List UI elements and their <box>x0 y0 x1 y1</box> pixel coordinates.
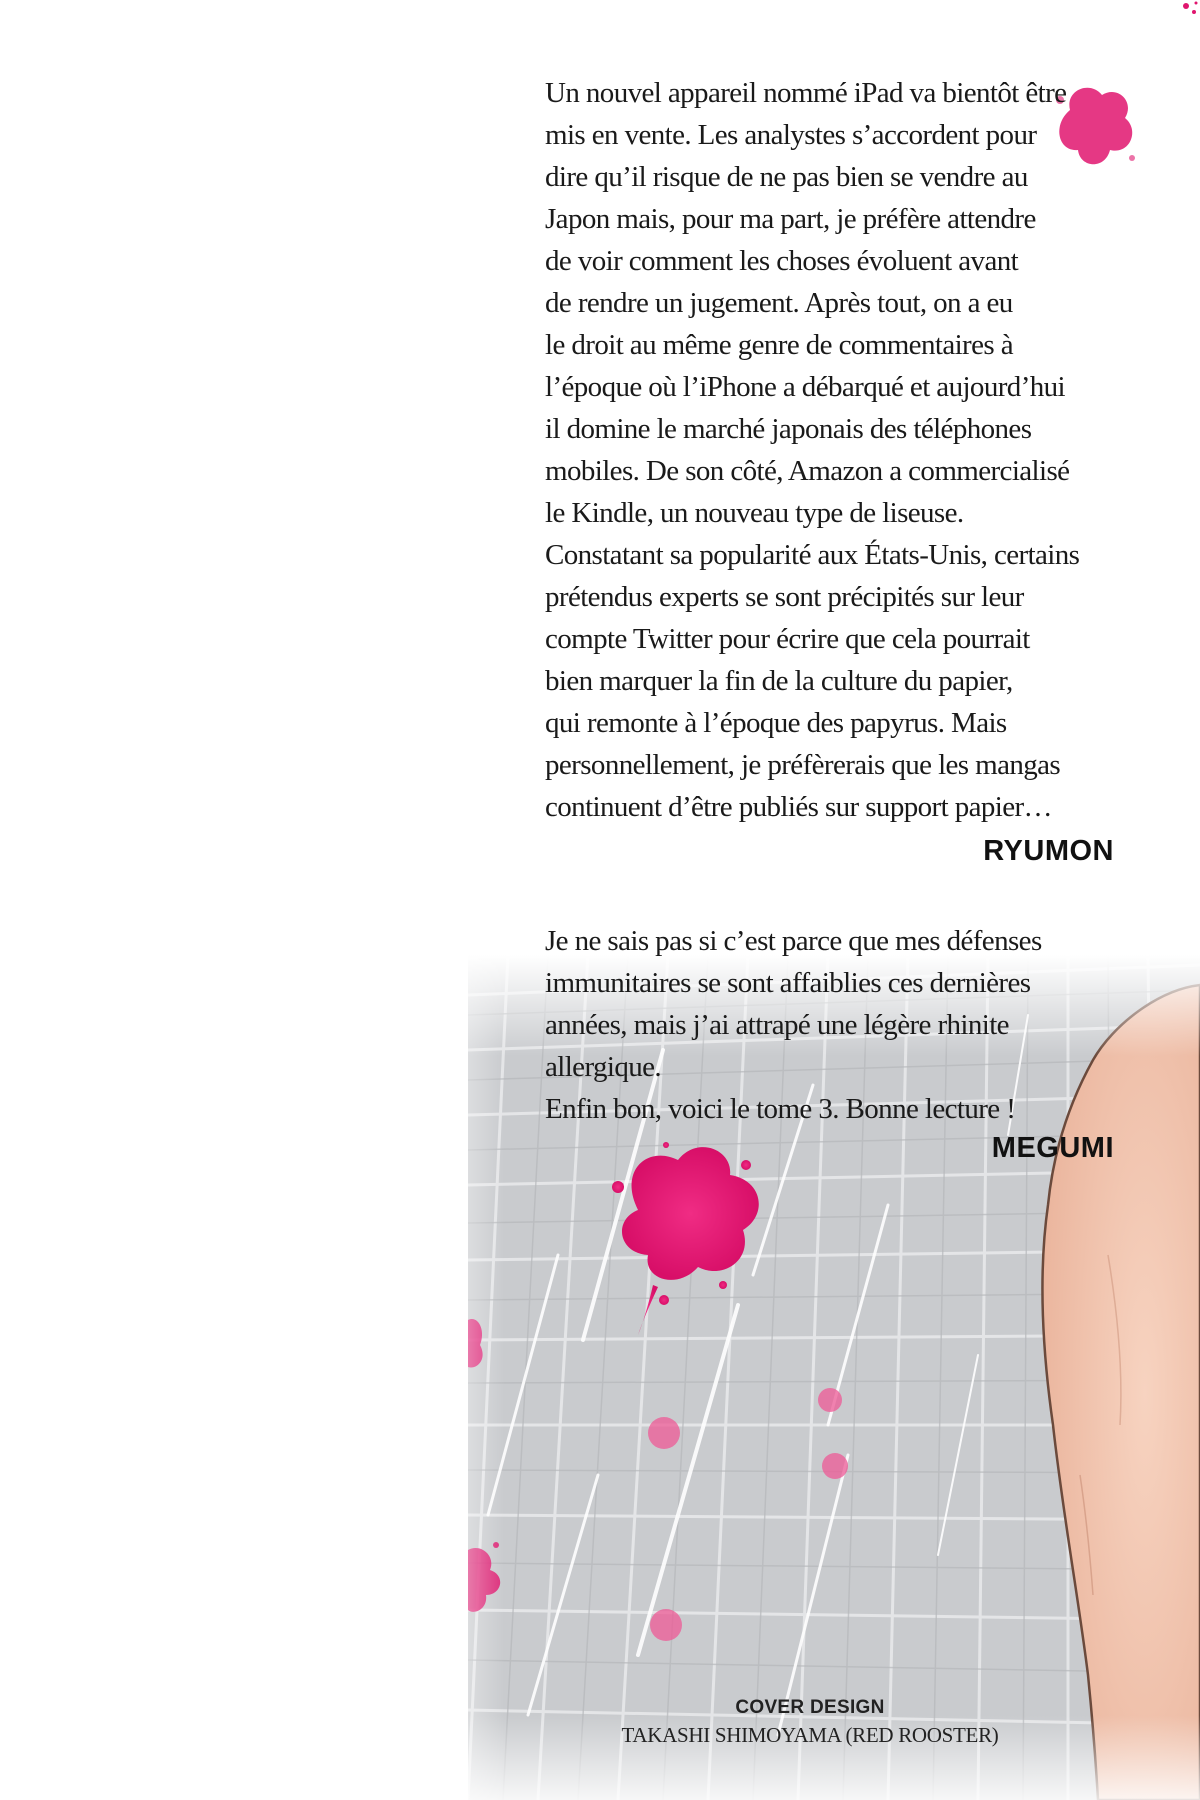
comment-line: dire qu’il risque de ne pas bien se vendre au <box>545 161 1028 193</box>
comment-line: qui remonte à l’époque des papyrus. Mais <box>545 707 1007 739</box>
comment-line: allergique. <box>545 1051 662 1083</box>
ink-dots-decoration <box>1178 0 1200 20</box>
comment-line: de rendre un jugement. Après tout, on a eu <box>545 287 1013 319</box>
comment-line: mis en vente. Les analystes s’accordent pour <box>545 119 1037 151</box>
credits-name: TAKASHI SHIMOYAMA (RED ROOSTER) <box>621 1723 999 1747</box>
comment-line: bien marquer la fin de la culture du papier, <box>545 665 1013 697</box>
comment-line: années, mais j’ai attrapé une légère rhinite <box>545 1009 1009 1041</box>
comment-line: mobiles. De son côté, Amazon a commercialisé <box>545 455 1070 487</box>
megumi-signature: MEGUMI <box>991 1132 1114 1164</box>
comment-line: compte Twitter pour écrire que cela pourrait <box>545 623 1030 655</box>
comment-line: Un nouvel appareil nommé iPad va bientôt être <box>545 77 1067 109</box>
credits-label: COVER DESIGN <box>735 1697 885 1718</box>
comment-line: le droit au même genre de commentaires à <box>545 329 1013 361</box>
comment-line: immunitaires se sont affaiblies ces dernières <box>545 967 1031 999</box>
comment-line: de voir comment les choses évoluent avant <box>545 245 1019 277</box>
cover-design-credits <box>560 1697 1060 1748</box>
comment-line: il domine le marché japonais des téléphones <box>545 413 1032 445</box>
comment-line: continuent d’être publiés sur support papier… <box>545 791 1052 823</box>
comment-line: l’époque où l’iPhone a débarqué et aujourd’hui <box>545 371 1066 403</box>
comment-line: personnellement, je préfèrerais que les mangas <box>545 749 1061 781</box>
comment-line: prétendus experts se sont précipités sur leur <box>545 581 1024 613</box>
ryumon-signature: RYUMON <box>983 835 1114 867</box>
comment-line: Constatant sa popularité aux États-Unis, certains <box>545 539 1080 571</box>
comment-line: Enfin bon, voici le tome 3. Bonne lecture ! <box>545 1093 1016 1125</box>
megumi-comment <box>545 920 1115 1130</box>
comment-line: Je ne sais pas si c’est parce que mes défenses <box>545 925 1042 957</box>
ryumon-comment <box>545 72 1115 828</box>
comment-line: Japon mais, pour ma part, je préfère attendre <box>545 203 1036 235</box>
comment-line: le Kindle, un nouveau type de liseuse. <box>545 497 964 529</box>
